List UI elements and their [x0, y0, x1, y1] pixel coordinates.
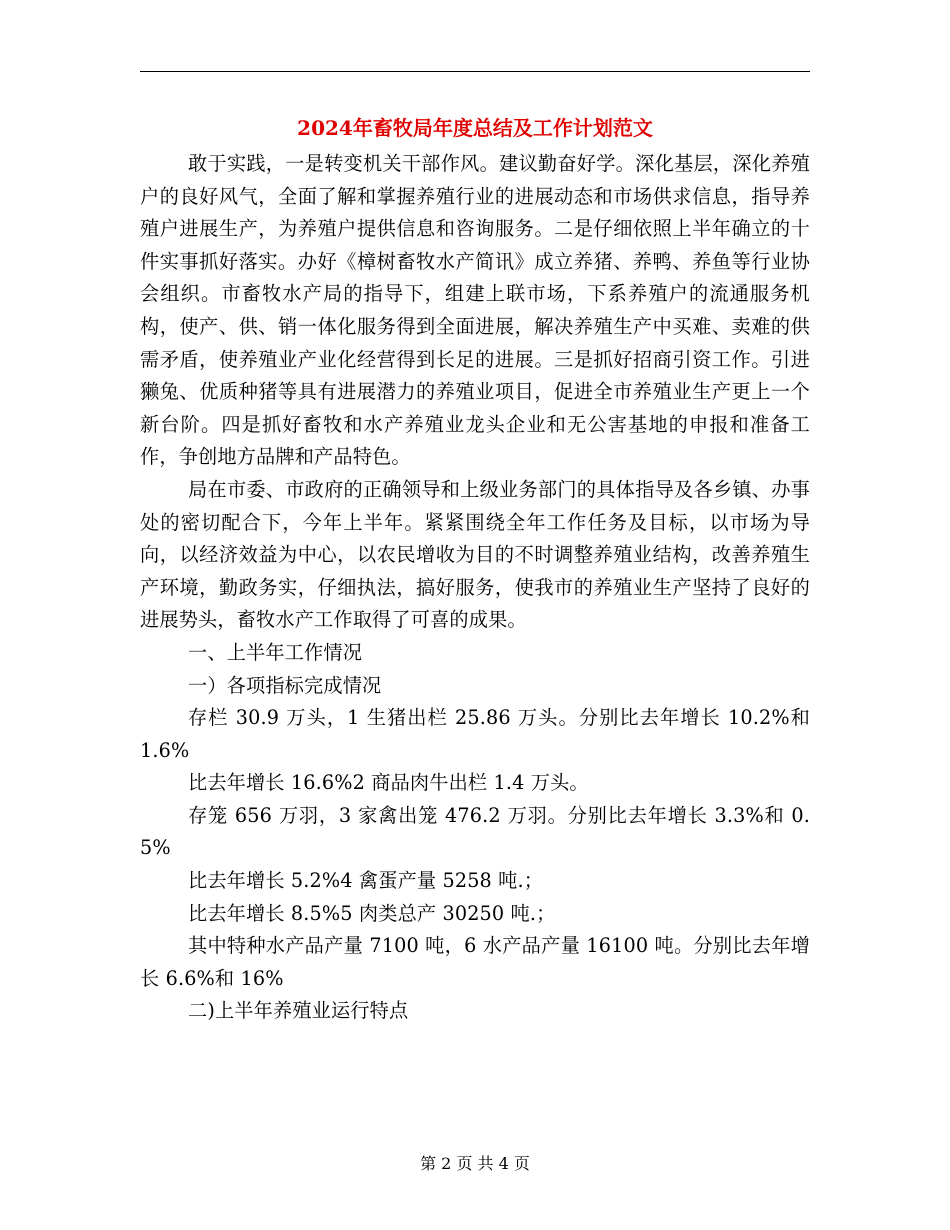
- indicator-line: 存栏 30.9 万头，1 生猪出栏 25.86 万头。分别比去年增长 10.2%和 1.6%: [140, 706, 810, 762]
- document-body: [140, 148, 810, 1028]
- indicator-line: 比去年增长 8.5%5 肉类总产 30250 吨.；: [188, 901, 556, 925]
- page-number: 第 2 页 共 4 页: [420, 1154, 530, 1173]
- indicator-line: 比去年增长 5.2%4 禽蛋产量 5258 吨.；: [188, 869, 544, 893]
- paragraph: 敢于实践，一是转变机关干部作风。建议勤奋好学。深化基层，深化养殖户的良好风气，全面了解和掌握养殖行业的进展动态和市场供求信息，指导养殖户进展生产，为养殖户提供信息和咨询服务。二是仔细依照上半年确立的十件实事抓好落实。办好《樟树畜牧水产简讯》成立养猪、养鸭、养鱼等行业协会组织。市畜牧水产局的指导下，组建上联市场，下系养殖户的流通服务机构，使产、供、销一体化服务得到全面进展，解决养殖生产中买难、卖难的供需矛盾，使养殖业产业化经营得到长足的进展。三是抓好招商引资工作。引进獭兔、优质种猪等具有进展潜力的养殖业项目，促进全市养殖业生产更上一个新台阶。四是抓好畜牧和水产养殖业龙头企业和无公害基地的申报和准备工作，争创地方品牌和产品特色。: [140, 152, 810, 469]
- indicator-line: 存笼 656 万羽，3 家禽出笼 476.2 万羽。分别比去年增长 3.3%和 0.5%: [140, 803, 810, 860]
- paragraph: 局在市委、市政府的正确领导和上级业务部门的具体指导及各乡镇、办事处的密切配合下，今年上半年。紧紧围绕全年工作任务及目标，以市场为导向，以经济效益为中心，以农民增收为目的不时调整养殖业结构，改善养殖生产环境，勤政务实，仔细执法，搞好服务，使我市的养殖业生产坚持了良好的进展势头，畜牧水产工作取得了可喜的成果。: [140, 477, 810, 632]
- indicator-line: 其中特种水产品产量 7100 吨，6 水产品产量 16100 吨。分别比去年增长 6.6%和 16%: [140, 934, 810, 990]
- header-rule: [140, 71, 810, 72]
- indicator-line: 比去年增长 16.6%2 商品肉牛出栏 1.4 万头。: [188, 771, 589, 795]
- section-heading: 一、上半年工作情况: [188, 640, 363, 664]
- subsection-heading: 二)上半年养殖业运行特点: [188, 999, 409, 1023]
- document-title: 2024年畜牧局年度总结及工作计划范文: [297, 116, 653, 140]
- subsection-heading: 一）各项指标完成情况: [188, 673, 382, 697]
